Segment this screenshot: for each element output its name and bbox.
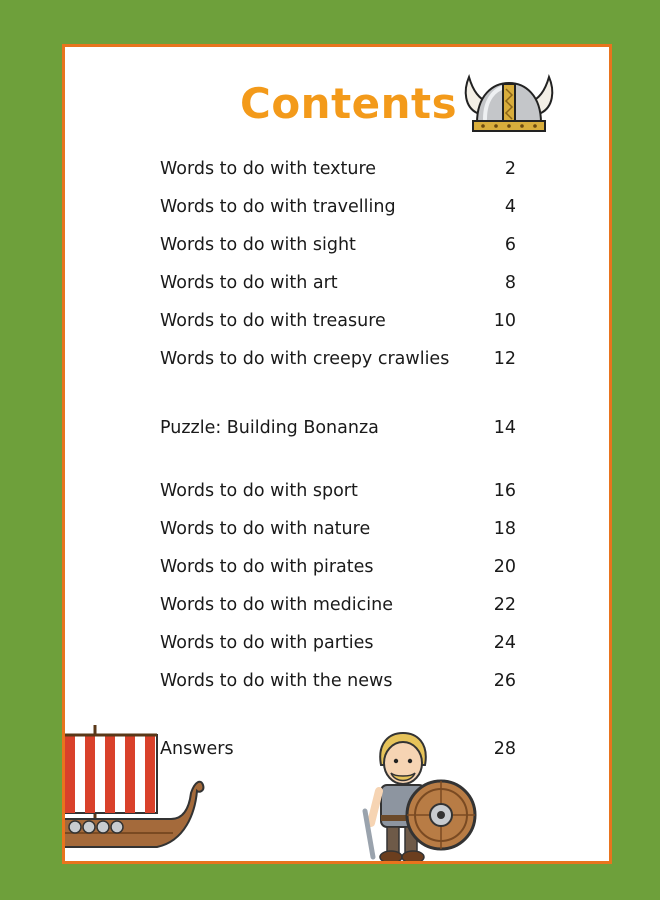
viking-helmet-icon — [463, 69, 555, 137]
viking-warrior-icon — [359, 729, 479, 864]
toc-entry-page: 18 — [493, 519, 516, 539]
toc-entry-page: 16 — [493, 481, 516, 501]
toc-entry-page: 20 — [493, 557, 516, 577]
toc-entry-label: Words to do with the news — [160, 671, 393, 691]
toc-entry-page: 14 — [493, 418, 516, 438]
toc-entry-sight[interactable] — [160, 235, 516, 261]
toc-entry-label: Answers — [160, 739, 234, 759]
toc-entry-news[interactable] — [160, 671, 516, 697]
toc-entry-page: 26 — [493, 671, 516, 691]
page-title: Contents — [240, 79, 458, 128]
toc-entry-page: 24 — [493, 633, 516, 653]
toc-entry-label: Words to do with sport — [160, 481, 358, 501]
toc-entry-texture[interactable] — [160, 159, 516, 185]
toc-entry-travelling[interactable] — [160, 197, 516, 223]
toc-entry-page: 28 — [493, 739, 516, 759]
viking-ship-icon — [62, 723, 211, 863]
toc-entry-label: Words to do with medicine — [160, 595, 393, 615]
contents-page — [62, 44, 612, 864]
toc-entry-medicine[interactable] — [160, 595, 516, 621]
toc-entry-label: Words to do with creepy crawlies — [160, 349, 450, 369]
toc-entry-page: 10 — [493, 311, 516, 331]
toc-entry-sport[interactable] — [160, 481, 516, 507]
toc-entry-label: Words to do with travelling — [160, 197, 396, 217]
toc-entry-nature[interactable] — [160, 519, 516, 545]
toc-entry-parties[interactable] — [160, 633, 516, 659]
toc-entry-label: Words to do with parties — [160, 633, 374, 653]
toc-entry-puzzle[interactable] — [160, 418, 516, 444]
toc-entry-art[interactable] — [160, 273, 516, 299]
toc-entry-creepy-crawlies[interactable] — [160, 349, 516, 375]
toc-entry-label: Words to do with pirates — [160, 557, 374, 577]
toc-entry-page: 6 — [504, 235, 516, 255]
toc-entry-page: 12 — [493, 349, 516, 369]
toc-entry-label: Words to do with treasure — [160, 311, 386, 331]
toc-entry-label: Words to do with sight — [160, 235, 356, 255]
toc-entry-pirates[interactable] — [160, 557, 516, 583]
toc-entry-label: Words to do with texture — [160, 159, 377, 179]
toc-entry-page: 2 — [504, 159, 516, 179]
toc-entry-label: Puzzle: Building Bonanza — [160, 418, 379, 438]
toc-entry-page: 4 — [504, 197, 516, 217]
toc-entry-label: Words to do with art — [160, 273, 338, 293]
toc-entry-page: 22 — [493, 595, 516, 615]
toc-entry-page: 8 — [504, 273, 516, 293]
toc-entry-label: Words to do with nature — [160, 519, 371, 539]
toc-entry-treasure[interactable] — [160, 311, 516, 337]
